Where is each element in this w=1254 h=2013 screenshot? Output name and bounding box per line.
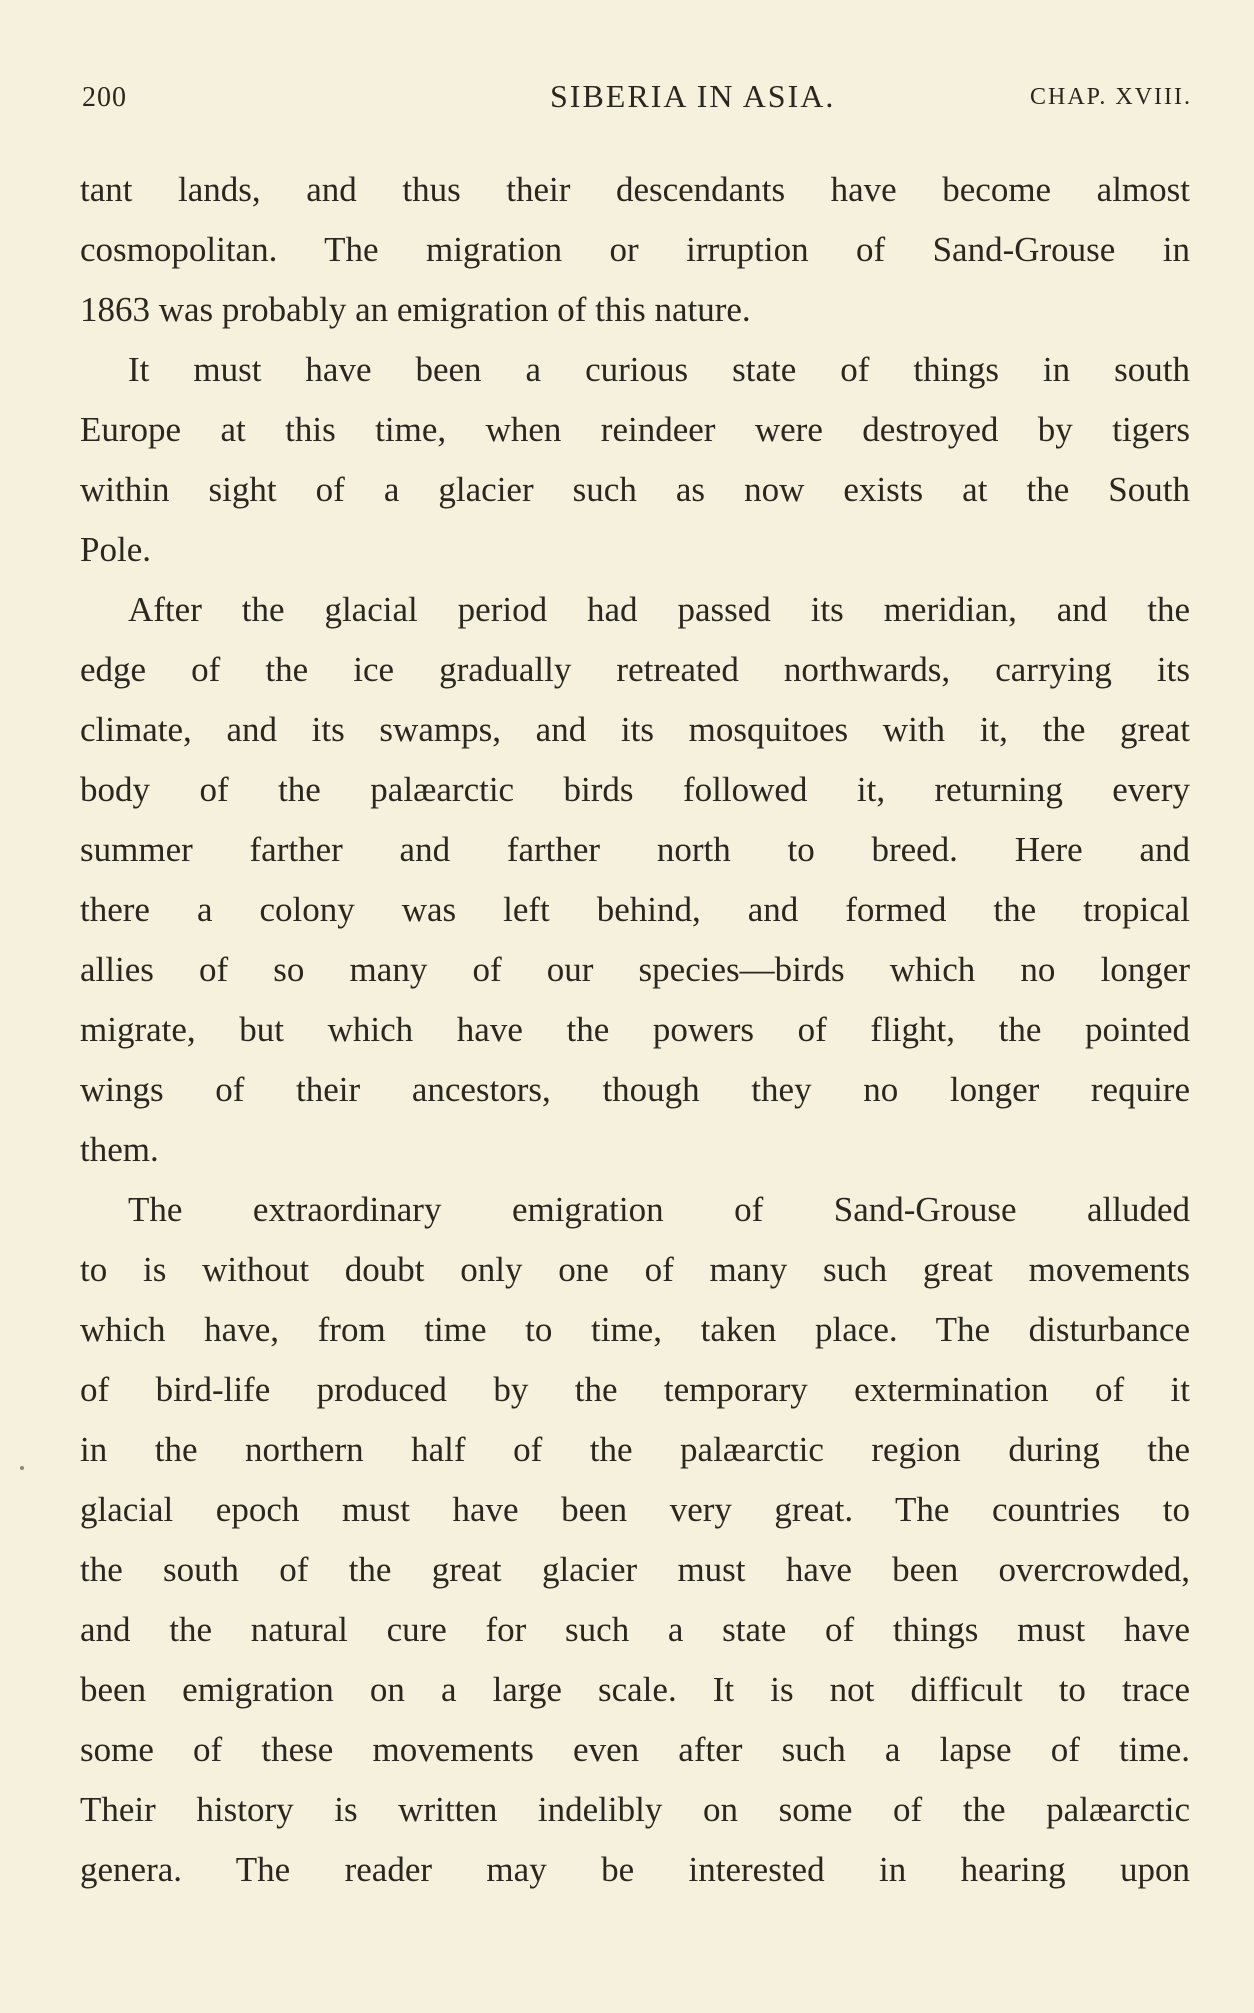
chapter-label: CHAP. XVIII. bbox=[1030, 84, 1192, 110]
text-line: Pole. bbox=[80, 530, 151, 569]
text-line: wings of their ancestors, though they no longer require bbox=[80, 1070, 1190, 1109]
text-line: allies of so many of our species—birds which no longer bbox=[80, 950, 1190, 989]
text-line: Europe at this time, when reindeer were destroyed by tigers bbox=[80, 410, 1190, 449]
book-title: SIBERIA IN ASIA. bbox=[550, 78, 836, 114]
text-line: genera. The reader may be interested in hearing upon bbox=[80, 1850, 1190, 1889]
page-number: 200 bbox=[82, 82, 127, 113]
ink-speck bbox=[20, 1466, 24, 1470]
text-line: which have, from time to time, taken place. The disturbance bbox=[80, 1310, 1190, 1349]
text-line: body of the palæarctic birds followed it, returning every bbox=[80, 770, 1190, 809]
text-line: The extraordinary emigration of Sand-Grouse alluded bbox=[128, 1190, 1190, 1229]
text-line: climate, and its swamps, and its mosquitoes with it, the great bbox=[80, 710, 1190, 749]
text-line: 1863 was probably an emigration of this nature. bbox=[80, 290, 751, 329]
paragraph bbox=[80, 160, 1190, 340]
text-line: and the natural cure for such a state of things must have bbox=[80, 1610, 1190, 1649]
text-line: been emigration on a large scale. It is not difficult to trace bbox=[80, 1670, 1190, 1709]
paragraph bbox=[80, 340, 1190, 580]
text-line: edge of the ice gradually retreated northwards, carrying its bbox=[80, 650, 1190, 689]
paragraph bbox=[80, 1180, 1190, 1900]
body-text bbox=[80, 160, 1190, 1900]
text-line: tant lands, and thus their descendants have become almost bbox=[80, 170, 1190, 209]
text-line: to is without doubt only one of many such great movements bbox=[80, 1250, 1190, 1289]
text-line: the south of the great glacier must have been overcrowded, bbox=[80, 1550, 1190, 1589]
text-line: migrate, but which have the powers of flight, the pointed bbox=[80, 1010, 1190, 1049]
text-line: Their history is written indelibly on some of the palæarctic bbox=[80, 1790, 1190, 1829]
text-line: summer farther and farther north to breed. Here and bbox=[80, 830, 1190, 869]
text-line: in the northern half of the palæarctic region during the bbox=[80, 1430, 1190, 1469]
text-line: them. bbox=[80, 1130, 159, 1169]
text-line: some of these movements even after such a lapse of time. bbox=[80, 1730, 1190, 1769]
text-line: of bird-life produced by the temporary extermination of it bbox=[80, 1370, 1190, 1409]
text-line: After the glacial period had passed its meridian, and the bbox=[128, 590, 1190, 629]
text-line: cosmopolitan. The migration or irruption of Sand-Grouse in bbox=[80, 230, 1190, 269]
paragraph bbox=[80, 580, 1190, 1180]
text-line: within sight of a glacier such as now exists at the South bbox=[80, 470, 1190, 509]
text-line: It must have been a curious state of things in south bbox=[128, 350, 1190, 389]
text-line: glacial epoch must have been very great. The countries to bbox=[80, 1490, 1190, 1529]
text-line: there a colony was left behind, and formed the tropical bbox=[80, 890, 1190, 929]
running-head bbox=[82, 78, 1192, 118]
